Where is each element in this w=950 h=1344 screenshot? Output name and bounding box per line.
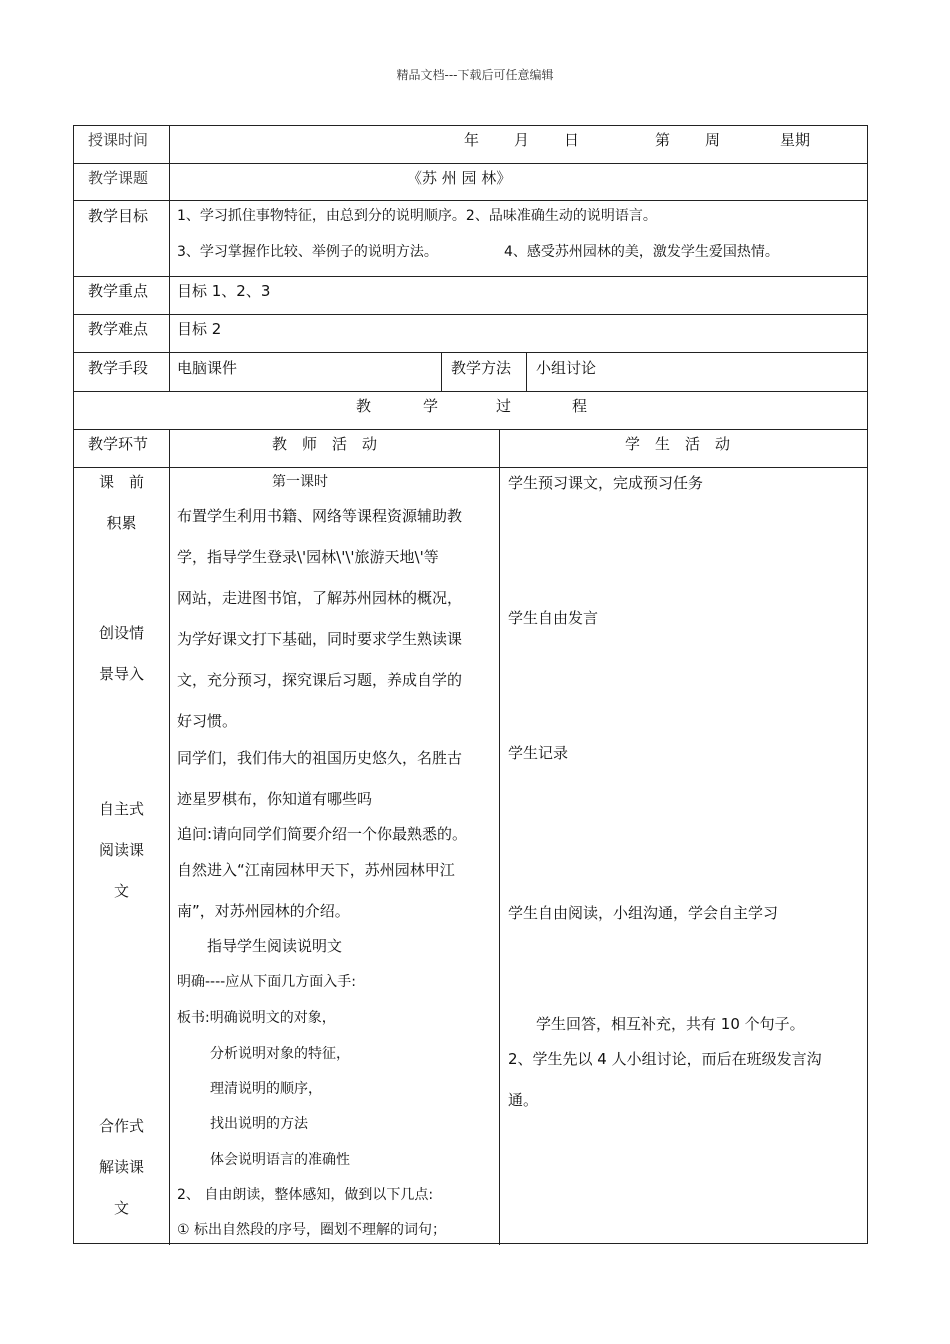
column-divider xyxy=(526,352,527,391)
label-stage: 教学环节 xyxy=(88,435,149,453)
stage-self-reading: 自主式 xyxy=(98,800,144,818)
student-line: 学生自由阅读，小组沟通，学会自主学习 xyxy=(508,904,779,922)
teacher-line: 同学们，我们伟大的祖国历史悠久，名胜古 xyxy=(177,749,463,767)
stage-pre-class: 课 前 xyxy=(98,473,144,491)
stage-cooperative-3: 文 xyxy=(113,1199,129,1217)
stage-self-reading-3: 文 xyxy=(113,882,129,900)
teacher-line: 追问:请向同学们简要介绍一个你最熟悉的。 xyxy=(177,825,468,843)
process-char-3: 过 xyxy=(496,397,512,415)
label-means: 教学手段 xyxy=(88,359,149,377)
student-line: 学生自由发言 xyxy=(508,609,599,627)
teacher-line: 好习惯。 xyxy=(177,712,238,730)
teacher-activity-header: 教 师 活 动 xyxy=(272,435,378,453)
label-method: 教学方法 xyxy=(451,359,512,377)
method-value: 小组讨论 xyxy=(536,359,597,377)
row-divider xyxy=(74,352,867,353)
teacher-line: 自然进入“江南园林甲天下，苏州园林甲江 xyxy=(177,861,455,879)
month-field: 月 xyxy=(514,131,530,149)
goals-line-1: 1、学习抓住事物特征，由总到分的说明顺序。2、品味准确生动的说明语言。 xyxy=(177,208,657,224)
teacher-line: 布置学生利用书籍、网络等课程资源辅助教 xyxy=(177,507,463,525)
teacher-line: 理清说明的顺序， xyxy=(210,1081,322,1097)
student-line: 学生记录 xyxy=(508,744,569,762)
student-activity-header: 学 生 活 动 xyxy=(625,435,731,453)
process-char-4: 程 xyxy=(572,397,588,415)
topic-value: 《苏 州 园 林》 xyxy=(407,169,512,187)
teacher-line: 板书:明确说明文的对象， xyxy=(177,1010,336,1026)
student-line: 学生预习课文，完成预习任务 xyxy=(508,474,704,492)
student-line: 2、学生先以 4 人小组讨论，而后在班级发言沟 xyxy=(508,1050,822,1068)
column-divider xyxy=(169,429,170,1245)
teacher-line: 迹星罗棋布，你知道有哪些吗 xyxy=(177,790,373,808)
teacher-line: 南”，对苏州园林的介绍。 xyxy=(177,902,350,920)
stage-cooperative-2: 解读课 xyxy=(98,1158,144,1176)
label-key-points: 教学重点 xyxy=(88,282,149,300)
column-divider xyxy=(441,352,442,391)
teacher-line: 文，充分预习，探究课后习题，养成自学的 xyxy=(177,671,463,689)
day-field: 日 xyxy=(564,131,580,149)
stage-pre-class-2: 积累 xyxy=(106,514,137,532)
row-divider xyxy=(74,276,867,277)
stage-scene-intro-2: 景导入 xyxy=(98,665,144,683)
means-value: 电脑课件 xyxy=(177,359,238,377)
weekday-field: 星期 xyxy=(780,131,811,149)
label-class-time: 授课时间 xyxy=(88,131,149,149)
teacher-line: 第一课时 xyxy=(272,474,328,490)
label-goals: 教学目标 xyxy=(88,207,149,225)
row-divider xyxy=(74,163,867,164)
year-field: 年 xyxy=(464,131,480,149)
column-divider xyxy=(169,126,170,391)
student-line: 通。 xyxy=(508,1091,539,1109)
week-suffix: 周 xyxy=(705,131,721,149)
lesson-plan-table xyxy=(73,125,868,1244)
label-difficulty: 教学难点 xyxy=(88,320,149,338)
teacher-line: ① 标出自然段的序号，圈划不理解的词句； xyxy=(177,1222,446,1238)
process-char-1: 教 xyxy=(356,397,372,415)
stage-self-reading-2: 阅读课 xyxy=(98,841,144,859)
teacher-line: 明确----应从下面几方面入手: xyxy=(177,974,356,990)
teacher-line: 为学好课文打下基础，同时要求学生熟读课 xyxy=(177,630,463,648)
row-divider xyxy=(74,391,867,392)
label-topic: 教学课题 xyxy=(88,169,149,187)
row-divider xyxy=(74,314,867,315)
teacher-line: 学，指导学生登录\'园林\'\'旅游天地\'等 xyxy=(177,548,439,566)
teacher-line: 分析说明对象的特征， xyxy=(210,1046,350,1062)
row-divider xyxy=(74,200,867,201)
key-points-value: 目标 1、2、3 xyxy=(177,282,271,300)
stage-cooperative: 合作式 xyxy=(98,1117,144,1135)
teacher-line: 体会说明语言的准确性 xyxy=(210,1152,350,1168)
row-divider xyxy=(74,429,867,430)
process-char-2: 学 xyxy=(423,397,439,415)
teacher-line: 找出说明的方法 xyxy=(210,1116,308,1132)
difficulty-value: 目标 2 xyxy=(177,320,222,338)
goals-line-2b: 4、感受苏州园林的美，激发学生爱国热情。 xyxy=(504,244,779,260)
teacher-line: 网站，走进图书馆，了解苏州园林的概况， xyxy=(177,589,463,607)
row-divider xyxy=(74,467,867,468)
week-prefix: 第 xyxy=(655,131,671,149)
column-divider xyxy=(499,429,500,1245)
teacher-line: 2、 自由朗读，整体感知，做到以下几点: xyxy=(177,1187,434,1203)
student-line: 学生回答，相互补充，共有 10 个句子。 xyxy=(536,1015,805,1033)
teacher-line: 指导学生阅读说明文 xyxy=(207,937,343,955)
stage-scene-intro: 创设情 xyxy=(98,624,144,642)
goals-line-2a: 3、学习掌握作比较、举例子的说明方法。 xyxy=(177,244,438,260)
page-header: 精品文档---下载后可任意编辑 xyxy=(396,68,554,82)
